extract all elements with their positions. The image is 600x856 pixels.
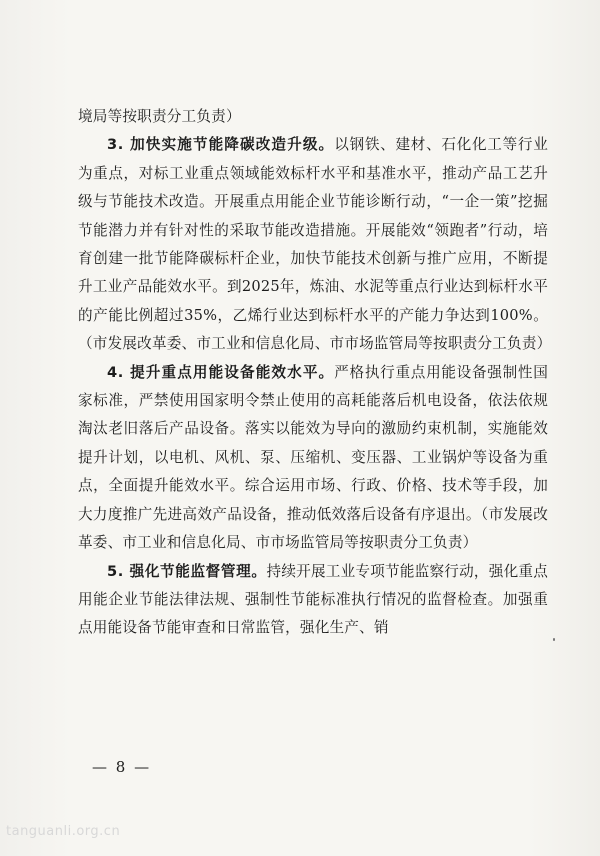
page-number: — 8 — [92, 758, 152, 776]
scan-speck [553, 638, 555, 641]
paragraph-heading: 5. 强化节能监督管理。 [107, 562, 267, 580]
paragraph-text: 持续开展工业专项节能监察行动，强化重点用能企业节能法律法规、强制性节能标准执行情况的监督检查。加强重点用能设备节能审查和日常监管，强化生产、销 [78, 562, 548, 637]
paragraph-heading: 3. 加快实施节能降碳改造升级。 [107, 136, 335, 154]
document-body [78, 103, 552, 643]
paragraph-text: 以钢铁、建材、石化化工等行业为重点，对标工业重点领域能效标杆水平和基准水平，推动产品工艺升级与节能技术改造。开展重点用能企业节能诊断行动，“一企一策”挖掘节能潜力并有针对性的采取节能改造措施。开展能效“领跑者”行动，培育创建一批节能降碳标杆企业，加快节能技术创新与推广应用，不断提升工业产品能效水平。到2025年，炼油、水泥等重点行业达到标杆水平的产能比例超过35%，乙烯行业达到标杆水平的产能力争达到100%。（市发展改革委、市工业和信息化局、市市场监管局等按职责分工负责） [78, 136, 552, 353]
paragraph-item-5 [78, 558, 548, 643]
paragraph-item-3 [78, 131, 552, 358]
paragraph-item-4 [78, 359, 548, 558]
paragraph-heading: 4. 提升重点用能设备能效水平。 [107, 363, 335, 381]
paragraph-continuation [78, 103, 548, 131]
paragraph-text: 严格执行重点用能设备强制性国家标准，严禁使用国家明令禁止使用的高耗能落后机电设备，依法依规淘汰老旧落后产品设备。落实以能效为导向的激励约束机制，实施能效提升计划，以电机、风机、泵、压缩机、变压器、工业锅炉等设备为重点，全面提升能效水平。综合运用市场、行政、价格、技术等手段，加大力度推广先进高效产品设备，推动低效落后设备有序退出。（市发展改革委、市工业和信息化局、市市场监管局等按职责分工负责） [78, 363, 548, 552]
paragraph-text: 境局等按职责分工负责） [78, 108, 241, 125]
watermark: tanguanli.org.cn [6, 824, 121, 839]
